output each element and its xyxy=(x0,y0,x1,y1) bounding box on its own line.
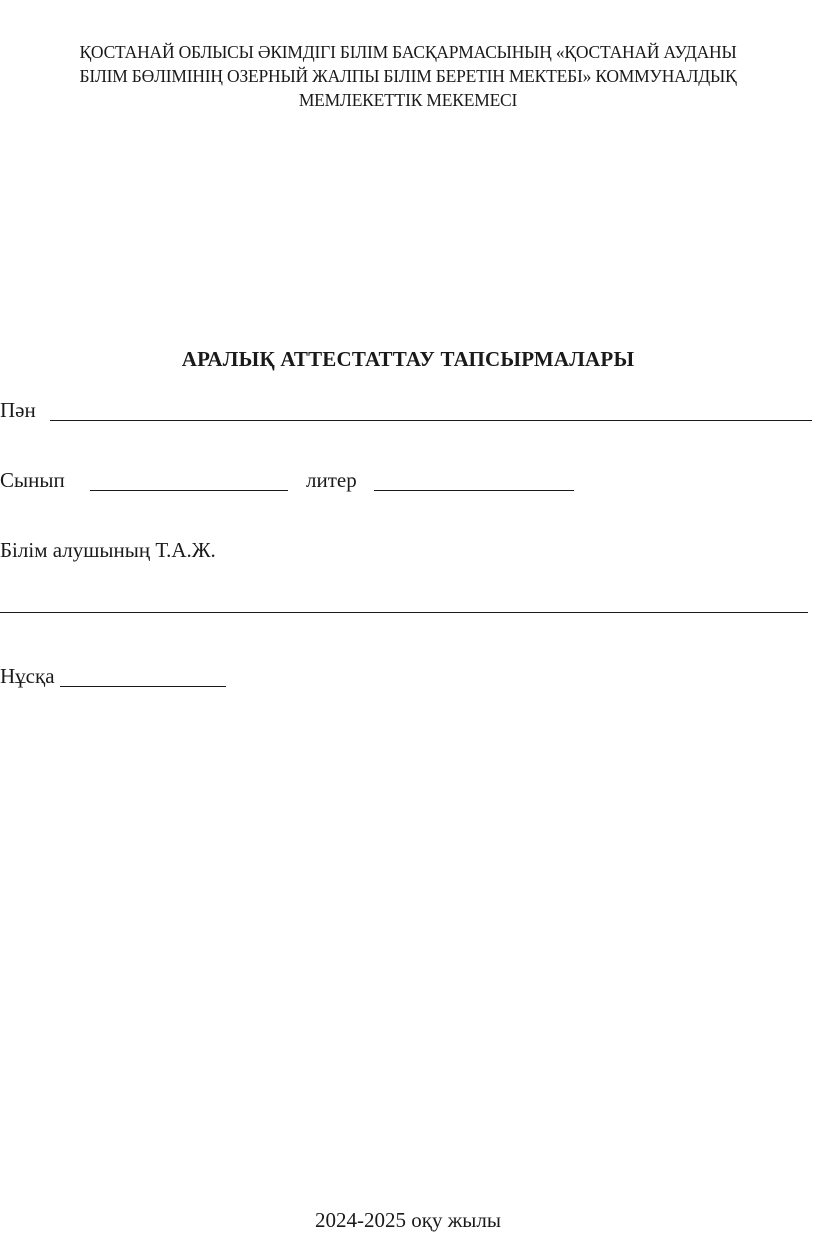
academic-year: 2024-2025 оқу жылы xyxy=(315,1208,501,1232)
student-name-label: Білім алушының Т.А.Ж. xyxy=(0,538,216,562)
student-name-blank-line xyxy=(0,612,808,613)
header-line-2: БІЛІМ БӨЛІМІНІҢ ОЗЕРНЫЙ ЖАЛПЫ БІЛІМ БЕРЕТІН МЕКТЕБІ» КОММУНАЛДЫҚ xyxy=(79,66,737,86)
document-title: АРАЛЫҚ АТТЕСТАТТАУ ТАПСЫРМАЛАРЫ xyxy=(181,347,635,371)
variant-label: Нұсқа xyxy=(0,664,55,688)
header-line-3: МЕМЛЕКЕТТІК МЕКЕМЕСІ xyxy=(298,90,518,110)
class-label: Сынып xyxy=(0,468,65,492)
class-blank-line xyxy=(90,490,288,491)
header-line-1: ҚОСТАНАЙ ОБЛЫСЫ ӘКІМДІГІ БІЛІМ БАСҚАРМАСЫНЫҢ «ҚОСТАНАЙ АУДАНЫ xyxy=(79,42,737,62)
variant-blank-line xyxy=(60,686,226,687)
subject-label: Пән xyxy=(0,398,36,422)
letter-label: литер xyxy=(306,468,357,492)
school-header xyxy=(10,40,806,112)
subject-blank-line xyxy=(50,420,812,421)
letter-blank-line xyxy=(374,490,574,491)
